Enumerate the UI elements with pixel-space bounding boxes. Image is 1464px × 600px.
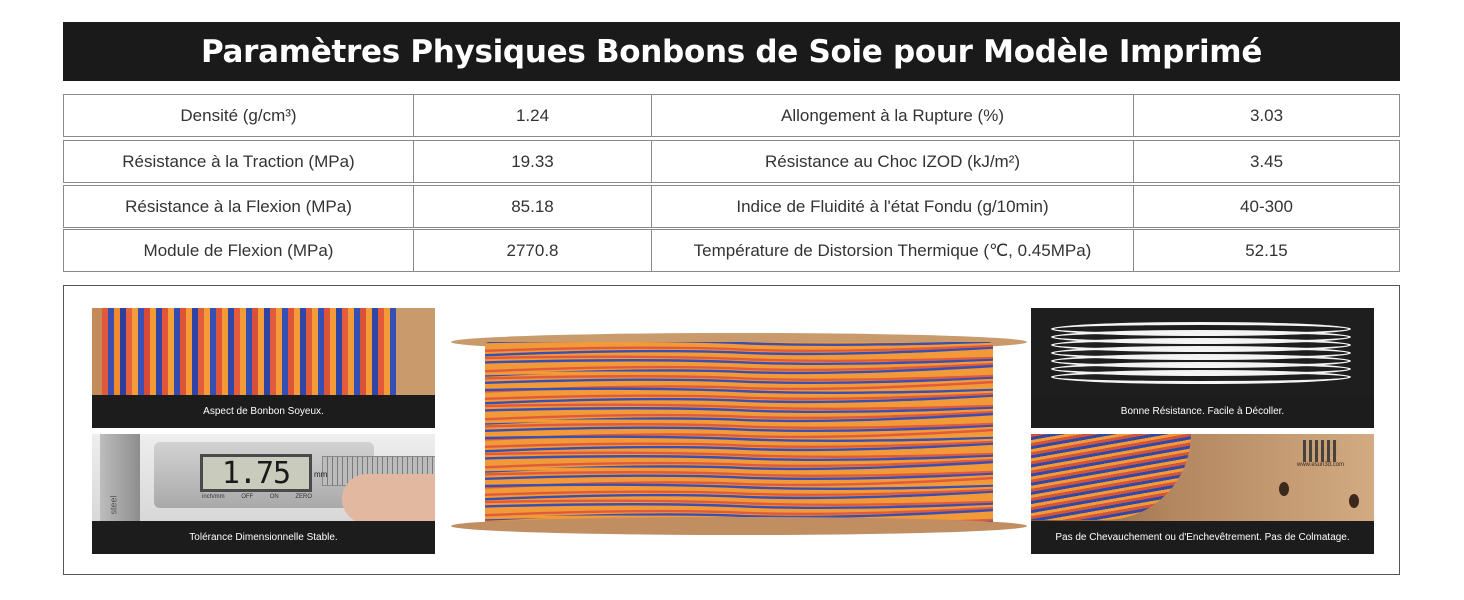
- spool-filament: [485, 341, 993, 531]
- product-gallery: [63, 285, 1400, 575]
- caliper-jaw: [100, 434, 140, 522]
- caliper-button-label: inch/mm: [202, 494, 225, 500]
- spec-label: Indice de Fluidité à l'état Fondu (g/10min): [652, 186, 1134, 227]
- spec-row: [63, 140, 1400, 183]
- spec-value: 19.33: [414, 141, 652, 182]
- filament-ring: [1051, 370, 1351, 384]
- spool-hole: [1349, 494, 1359, 508]
- spec-value: 2770.8: [414, 230, 652, 271]
- spec-label: Résistance à la Flexion (MPa): [64, 186, 414, 227]
- spool-image: [449, 330, 1029, 538]
- caliper-button-label: ZERO: [295, 494, 312, 500]
- spec-value: 1.24: [414, 95, 652, 136]
- caliper-tile: [92, 434, 435, 554]
- caliper-image: [92, 434, 435, 521]
- spec-value: 3.45: [1249, 151, 1284, 171]
- caliper-button-label: ON: [269, 494, 279, 500]
- filament-closeup-image: [92, 308, 435, 395]
- spec-label: Résistance à la Traction (MPa): [64, 141, 414, 182]
- silky-candy-tile: [92, 308, 435, 428]
- spec-row: [63, 94, 1400, 137]
- caliper-button-label: OFF: [241, 494, 254, 500]
- finger-image: [342, 474, 435, 524]
- spool-bottom-flange: [451, 517, 1027, 535]
- spec-label: Allongement à la Rupture (%): [652, 95, 1134, 136]
- caliper-brand: steel: [108, 495, 119, 515]
- spec-value: 52.15: [1245, 240, 1288, 260]
- spec-label: Module de Flexion (MPa): [64, 230, 414, 271]
- spool-hole: [1279, 482, 1289, 496]
- spec-row: [63, 229, 1400, 272]
- tile-caption: Aspect de Bonbon Soyeux.: [92, 395, 435, 428]
- website-text: www.esun3d.com: [1297, 462, 1345, 468]
- caliper-display: 1.75: [200, 454, 312, 492]
- filament-rings-image: [1031, 308, 1374, 395]
- qr-code-icon: [1303, 440, 1337, 462]
- spec-label: Densité (g/cm³): [64, 95, 414, 136]
- spec-label: Température de Distorsion Thermique (℃, 0.45MPa): [652, 230, 1134, 271]
- strength-tile: [1031, 308, 1374, 428]
- tile-caption: Bonne Résistance. Facile à Décoller.: [1031, 395, 1374, 428]
- caliper-unit: mm: [314, 470, 328, 479]
- spec-value: 40-300: [1240, 196, 1293, 216]
- spec-value: 85.18: [414, 186, 652, 227]
- filament-wind: [1031, 434, 1191, 520]
- tile-caption: Tolérance Dimensionnelle Stable.: [92, 521, 435, 554]
- spec-label: Résistance au Choc IZOD (kJ/m²): [652, 141, 1134, 182]
- spool-side-image: [1031, 434, 1374, 521]
- spec-row: [63, 185, 1400, 228]
- spec-value: 3.03: [1249, 105, 1284, 125]
- tile-caption: Pas de Chevauchement ou d'Enchevêtrement. Pas de Colmatage.: [1031, 521, 1374, 554]
- no-tangle-tile: [1031, 434, 1374, 554]
- caliper-buttons: [202, 494, 312, 500]
- page-title: Paramètres Physiques Bonbons de Soie pour Modèle Imprimé: [63, 22, 1400, 81]
